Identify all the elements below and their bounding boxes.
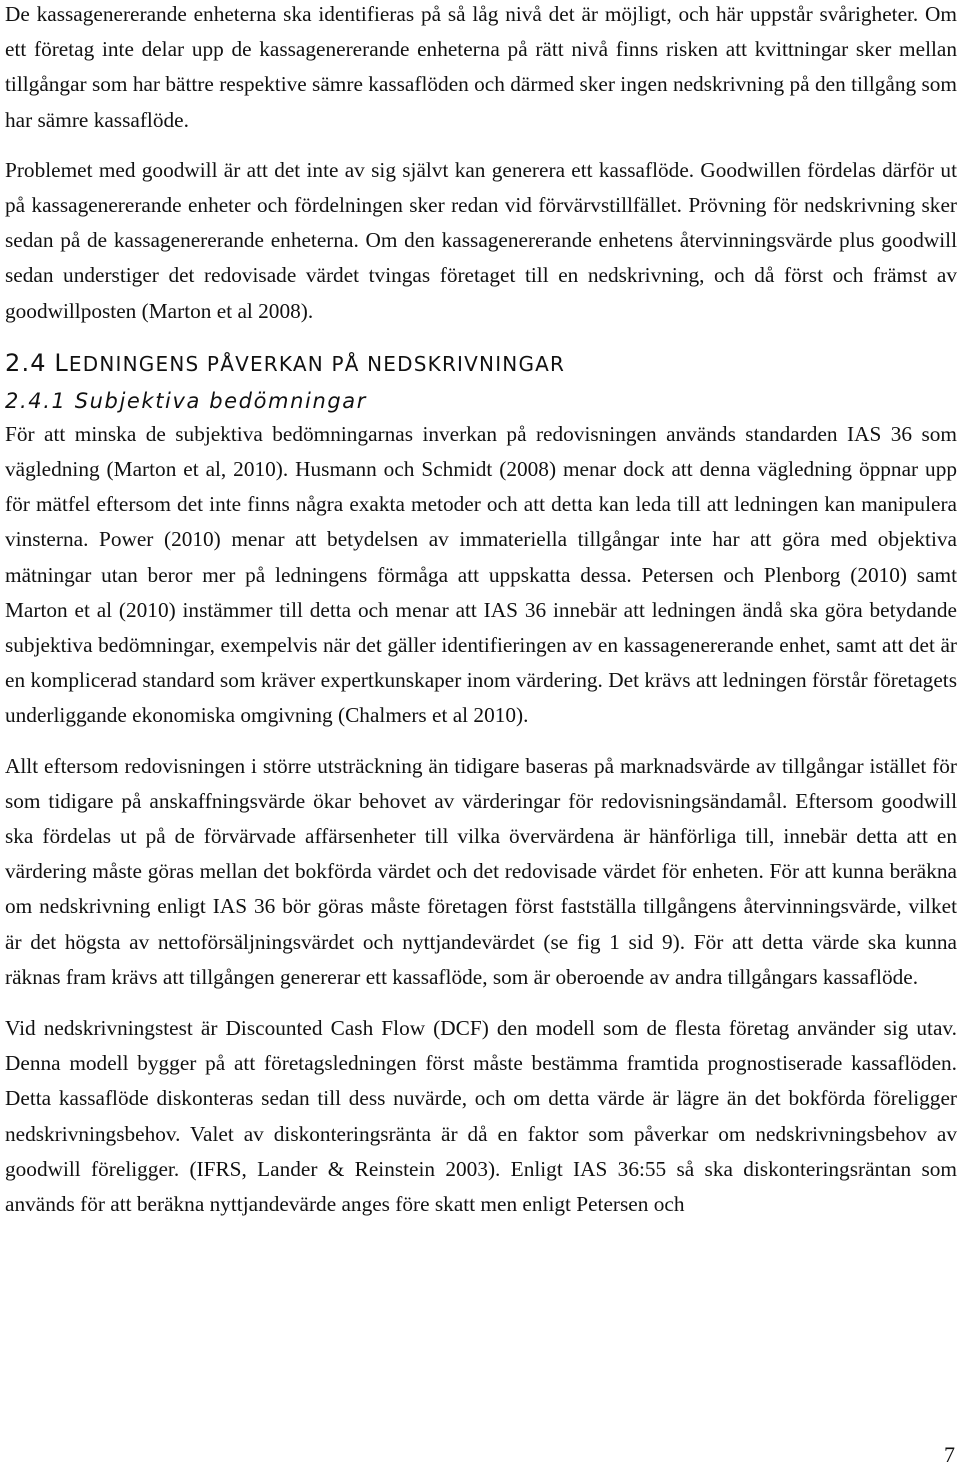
- document-page: [5, 0, 957, 1222]
- page-number: 7: [944, 1442, 955, 1467]
- paragraph: För att minska de subjektiva bedömningarnas inverkan på redovisningen används standarden IAS 36 som vägledning (Marton et al, 2010). Husmann och Schmidt (2008) menar dock att denna vägledning öppnar upp för mätfel eftersom det inte finns några exakta metoder och att detta kan leda till att ledningen kan manipulera vinsterna. Power (2010) menar att betydelsen av immateriella tillgångar inte har att göra med objektiva mätningar utan beror mer på ledningens förmåga att uppskatta dessa. Petersen och Plenborg (2010) samt Marton et al (2010) instämmer till detta och menar att IAS 36 innebär att ledningen ändå ska göra betydande subjektiva bedömningar, exempelvis när det gäller identifieringen av en kassagenererande enhet, samt att det är en komplicerad standard som kräver expertkunskaper inom värdering. Det krävs att ledningen förstår företagets underliggande ekonomiska omgivning (Chalmers et al 2010).: [5, 421, 957, 728]
- section-number: 2.4: [5, 348, 47, 377]
- paragraph: Problemet med goodwill är att det inte av sig självt kan generera ett kassaflöde. Goodwillen fördelas därför ut på kassagenererande enheter och fördelningen sker redan vid förvärvstillfället. Prövning för nedskrivning sker sedan på de kassagenererande enheterna. Om den kassagenererande enhetens återvinningsvärde plus goodwill sedan understiger det redovisade värdet tvingas företaget till en nedskrivning, och då först och främst av goodwillposten (Marton et al 2008).: [5, 157, 957, 323]
- subsection-heading: 2.4.1 Subjektiva bedömningar: [5, 388, 368, 413]
- section-heading: [5, 349, 957, 378]
- section-initial: L: [54, 348, 69, 377]
- paragraph: De kassagenererande enheterna ska identifieras på så låg nivå det är möjligt, och här uppstår svårigheter. Om ett företag inte delar upp de kassagenererande enheterna på rätt nivå finns risken att kvittningar sker mellan tillgångar som har bättre respektive sämre kassaflöden och därmed sker ingen nedskrivning på den tillgång som har sämre kassaflöde.: [5, 2, 957, 132]
- section-title: EDNINGENS PÅVERKAN PÅ NEDSKRIVNINGAR: [68, 351, 566, 376]
- paragraph: Allt eftersom redovisningen i större utsträckning än tidigare baseras på marknadsvärde av tillgångar istället för som tidigare på anskaffningsvärde ökar behovet av värderingar för redovisningsändamål. Eftersom goodwill ska fördelas ut på de förvärvade affärsenheter till vilka övervärdena är hänförliga till, innebär detta att en värdering måste göras mellan det bokförda värdet och det redovisade värdet för enheten. För att kunna beräkna om nedskrivning enligt IAS 36 bör göras måste företagen först fastställa tillgångens återvinningsvärde, vilket är det högsta av nettoförsäljningsvärdet och nyttjandevärdet (se fig 1 sid 9). För att detta värde ska kunna räknas fram krävs att tillgången genererar ett kassaflöde, som är oberoende av andra tillgångars kassaflöde.: [5, 753, 957, 989]
- paragraph: Vid nedskrivningstest är Discounted Cash Flow (DCF) den modell som de flesta företag använder sig utav. Denna modell bygger på att företagsledningen först måste bestämma framtida prognostiserade kassaflöden. Detta kassaflöde diskonteras sedan till dess nuvärde, och om detta värde är lägre än det bokförda föreligger nedskrivningsbehov. Valet av diskonteringsränta är då en faktor som påverkar om nedskrivningsbehov av goodwill föreligger. (IFRS, Lander & Reinstein 2003). Enligt IAS 36:55 så ska diskonteringsräntan som används för att beräkna nyttjandevärde anges före skatt men enligt Petersen och: [5, 1016, 957, 1217]
